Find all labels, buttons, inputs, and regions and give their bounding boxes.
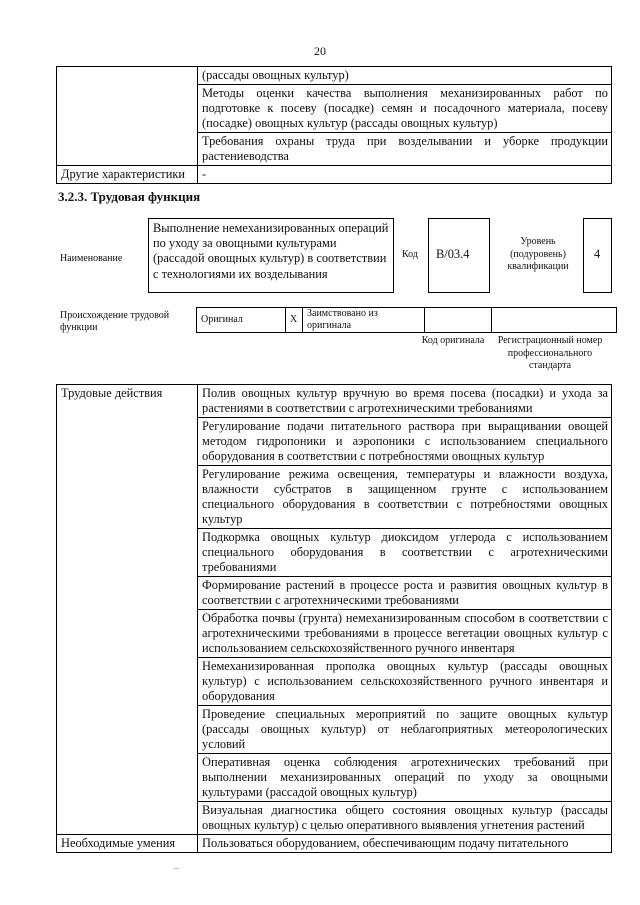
origin-code-cell [425,308,492,333]
table-cell: (рассады овощных культур) [198,67,612,85]
level-box: 4 [583,218,612,293]
level-label: Уровень (подуровень) квалификации [507,236,569,272]
name-label: Наименование [60,253,123,264]
table-cell: Регулирование режима освещения, температуры и влажности воздуха, влажности субстратов в защищенном грунте с использованием специального оборудования в соответствии с потребностями овощных культур [198,466,612,529]
origin-reg-caption: Регистрационный номер профессионального стандарта [497,335,603,371]
table-cell: Пользоваться оборудованием, обеспечивающим подачу питательного [198,835,612,853]
origin-label: Происхождение трудовой функции [60,310,170,333]
code-label: Код [402,249,418,260]
origin-table [196,307,617,333]
knowledge-table-continuation [56,66,612,184]
table-cell: Проведение специальных мероприятий по защите овощных культур (рассады овощных культур) от неблагоприятных метеорологических условий [198,706,612,754]
table-cell: Регулирование подачи питательного раствора при выращивании овощей методом гидропоники и аэропоники с использованием специального оборудования в соответствии с потребностями овощных культур [198,418,612,466]
table-cell: Оперативная оценка соблюдения агротехнических требований при выполнении механизированных операций по уходу за овощными культурами (рассадой овощных культур) [198,754,612,802]
origin-reg-cell [492,308,617,333]
actions-table [56,384,612,853]
page-number: 20 [314,44,326,58]
table-cell: Формирование растений в процессе роста и развития овощных культур в соответствии с агротехническими требованиями [198,577,612,610]
table-cell: Обработка почвы (грунта) немеханизированным способом в соответствии с агротехническими требованиями в процессе вегетации овощных культур с использованием сельскохозяйственного ручного инвентаря [198,610,612,658]
origin-mark: X [286,308,303,333]
scan-mark [174,868,179,869]
table-cell: Немеханизированная прополка овощных культур (рассады овощных культур) с использованием сельскохозяйственного ручного инвентаря и оборудования [198,658,612,706]
table-cell: Требования охраны труда при возделывании и уборке продукции растениеводства [198,133,612,166]
table-cell: Подкормка овощных культур диоксидом углерода с использованием специального оборудования в соответствии с агротехническими требованиями [198,529,612,577]
table-cell: Полив овощных культур вручную во время посева (посадки) и ухода за растениями в соответствии с агротехническими требованиями [198,385,612,418]
section-title: 3.2.3. Трудовая функция [58,189,201,204]
origin-original: Оригинал [197,308,286,333]
skills-label: Необходимые умения [57,835,198,853]
table-row-label [57,67,198,166]
table-cell: Визуальная диагностика общего состояния овощных культур (рассады овощных культур) с целью оперативного выявления угнетения растений [198,802,612,835]
table-cell: - [198,166,612,184]
origin-code-caption: Код оригинала [421,335,485,346]
actions-label: Трудовые действия [57,385,198,835]
code-box: B/03.4 [428,218,490,293]
function-name-box: Выполнение немеханизированных операций по уходу за овощными культурами (рассадой овощных культур) в соответствии с технологиями их возделывания [148,218,394,293]
table-cell: Методы оценки качества выполнения механизированных работ по подготовке к посеву (посадке) семян и посадочного материала, посеву (посадке) овощных культур (рассады овощных культур) [198,85,612,133]
table-row-label: Другие характеристики [57,166,198,184]
origin-borrowed: Заимствовано из оригинала [303,308,425,333]
